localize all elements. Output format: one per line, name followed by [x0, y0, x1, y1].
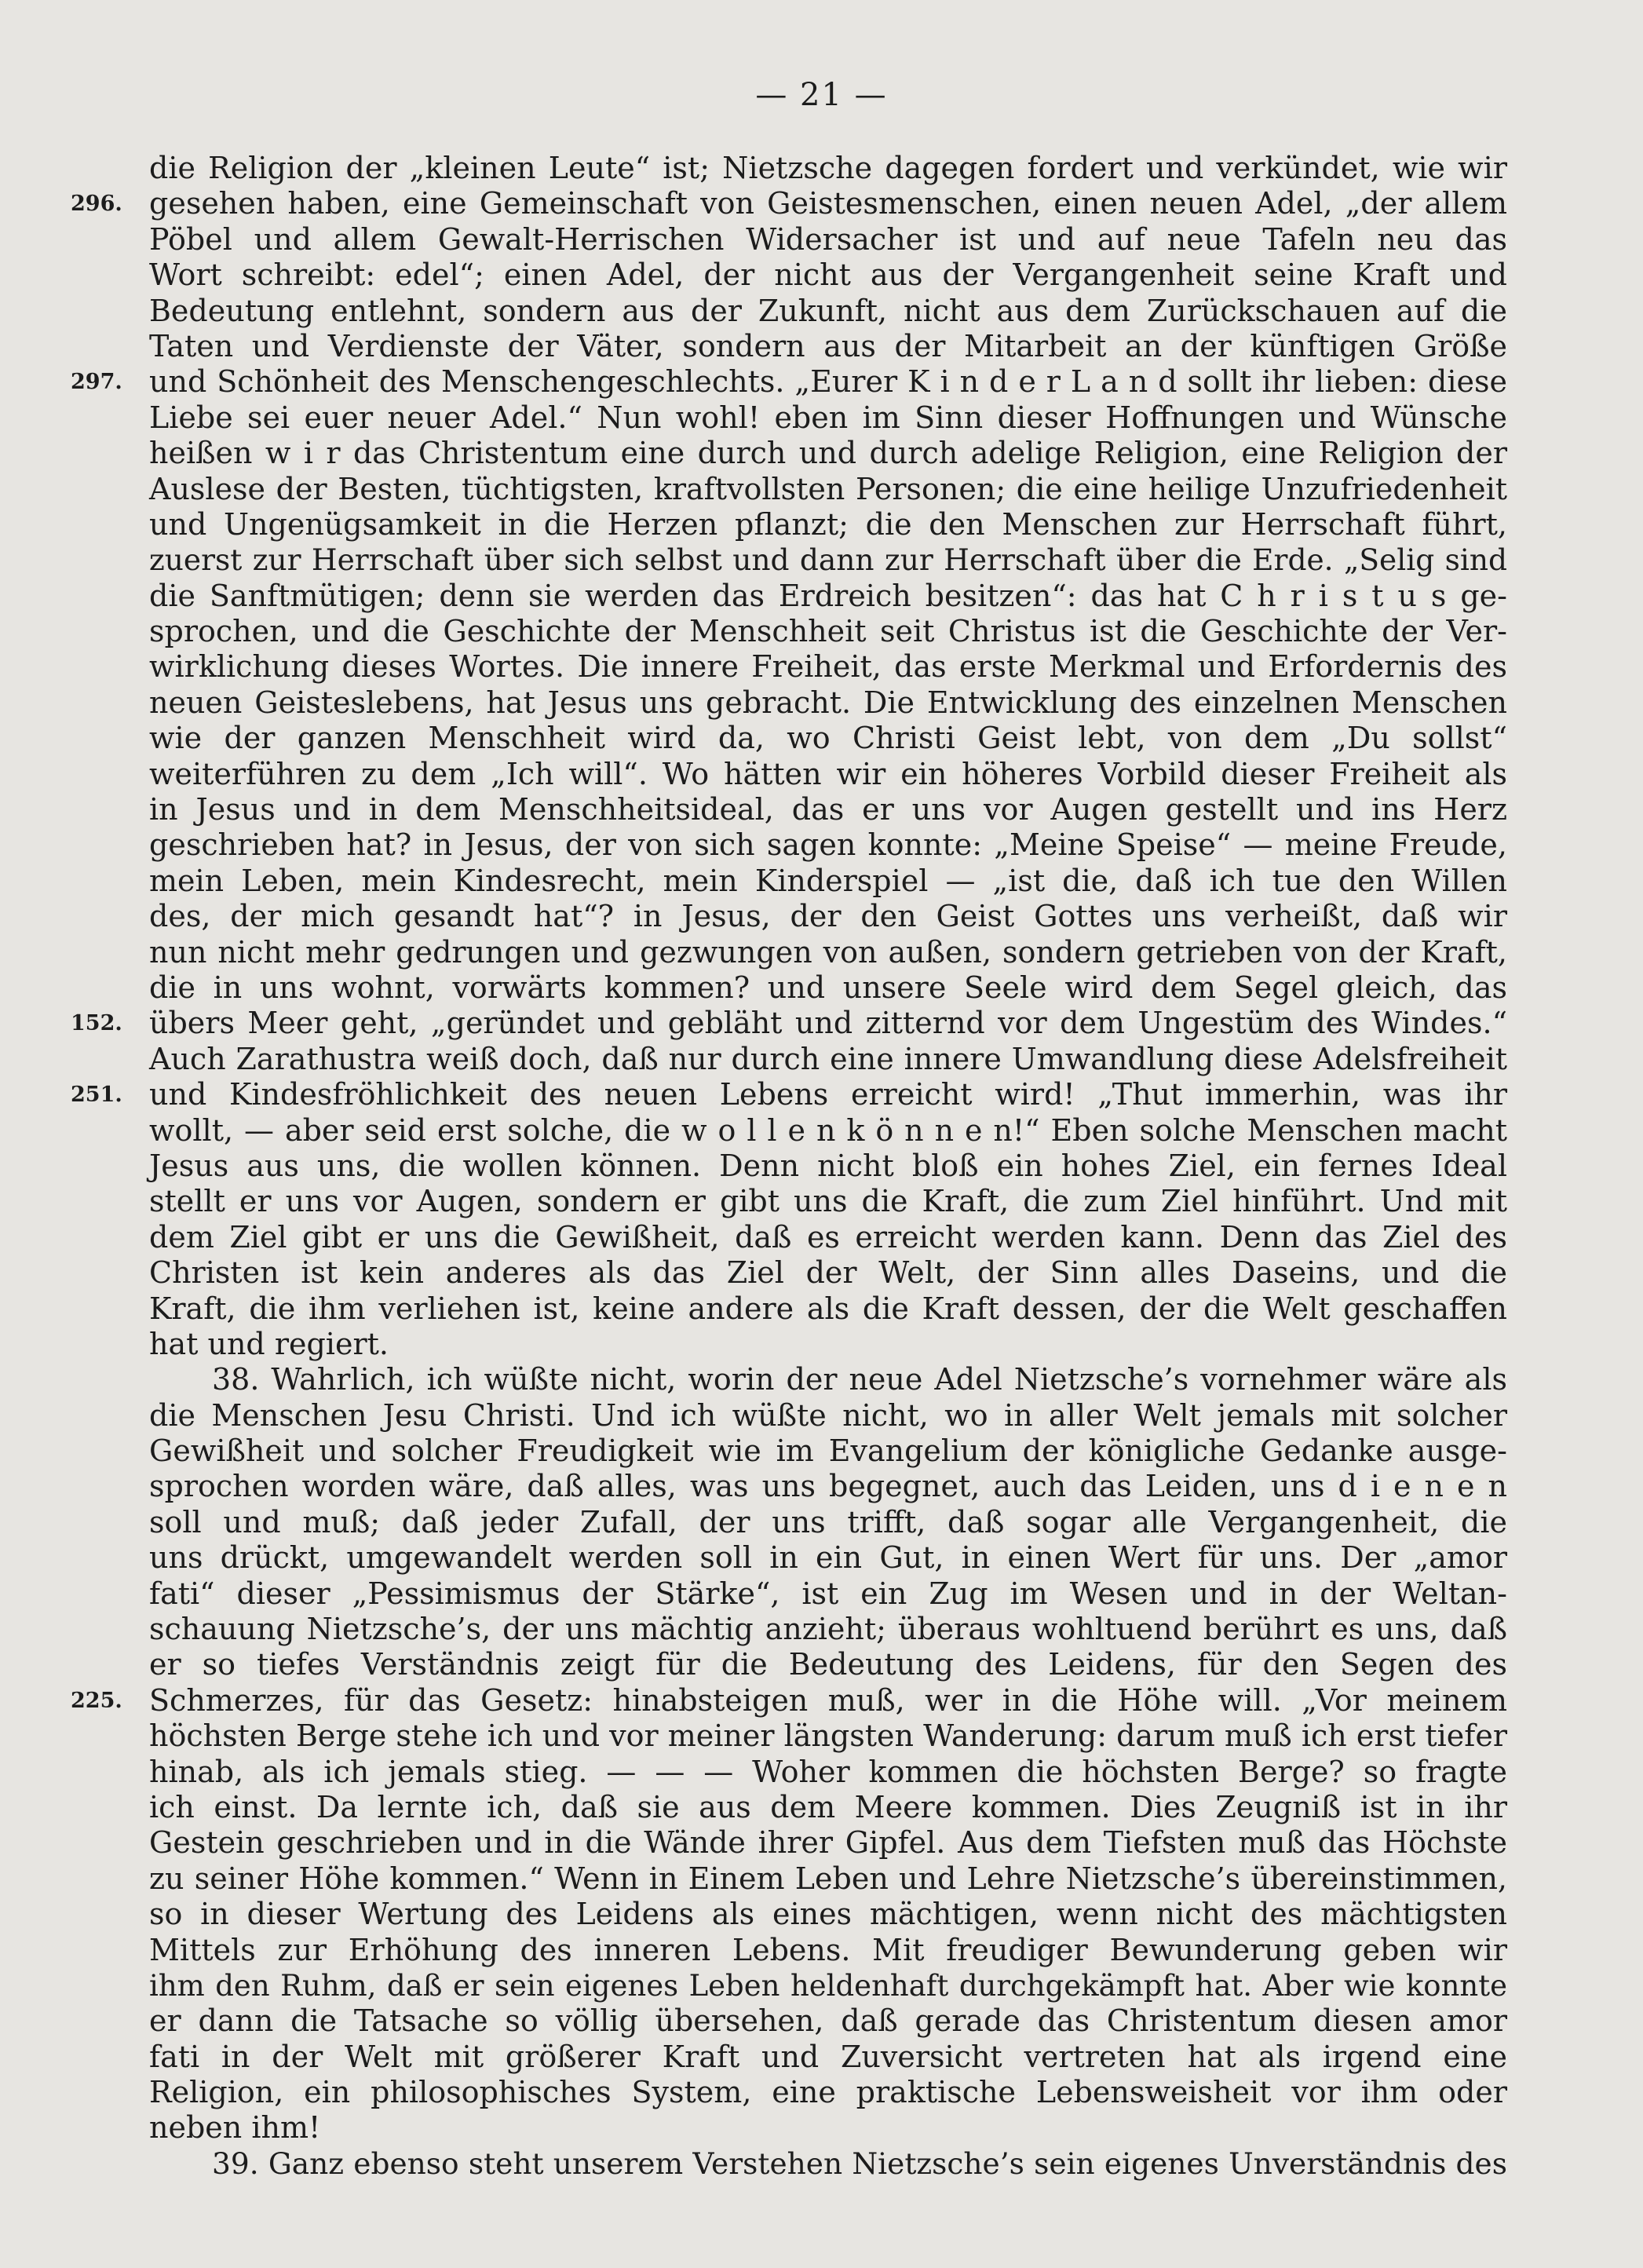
text-line — [149, 1398, 1507, 1433]
line-text: Pöbel und allem Gewalt-Herrischen Widersacher ist und auf neue Tafeln neu das — [149, 221, 1507, 257]
line-text: und Kindesfröhlichkeit des neuen Lebens erreicht wird! „Thut immerhin, was ihr — [149, 1077, 1507, 1112]
line-text: Gewißheit und solcher Freudigkeit wie im Evangelium der königliche Gedanke ausge- — [149, 1433, 1507, 1469]
line-text: Bedeutung entlehnt, sondern aus der Zukunft, nicht aus dem Zurückschauen auf die — [149, 293, 1507, 328]
line-text: mein Leben, mein Kindesrecht, mein Kinderspiel — „ist die, daß ich tue den Willen — [149, 863, 1507, 898]
line-text: stellt er uns vor Augen, sondern er gibt uns die Kraft, die zum Ziel hinführt. Und mit — [149, 1184, 1507, 1219]
line-text: Schmerzes, für das Gesetz: hinabsteigen muß, wer in die Höhe will. „Vor meinem — [149, 1682, 1507, 1718]
line-text: nun nicht mehr gedrungen und gezwungen von außen, sondern getrieben von der Kraft, — [149, 934, 1507, 970]
text-line — [149, 685, 1507, 721]
line-text: schauung Nietzsche’s, der uns mächtig anzieht; überaus wohltuend berührt es uns, daß — [149, 1612, 1507, 1647]
text-line — [71, 1077, 1507, 1112]
text-line — [149, 757, 1507, 792]
line-text: dem Ziel gibt er uns die Gewißheit, daß es erreicht werden kann. Denn das Ziel des — [149, 1219, 1507, 1255]
text-line — [149, 1968, 1507, 2003]
text-line — [149, 1433, 1507, 1469]
line-text: fati in der Welt mit größerer Kraft und Zuversicht vertreten hat als irgend eine — [149, 2039, 1507, 2074]
line-text: Taten und Verdienste der Väter, sondern aus der Mitarbeit an der künftigen Größe — [149, 328, 1507, 363]
line-text: Jesus aus uns, die wollen können. Denn nicht bloß ein hohes Ziel, ein fernes Ideal — [149, 1148, 1507, 1183]
text-line — [149, 1042, 1507, 1077]
text-line — [149, 400, 1507, 436]
line-text: soll und muß; daß jeder Zufall, der uns trifft, daß sogar alle Vergangenheit, die — [149, 1504, 1507, 1539]
text-line — [149, 1790, 1507, 1825]
line-text: übers Meer geht, „geründet und gebläht und zitternd vor dem Ungestüm des Windes.“ — [149, 1006, 1507, 1041]
text-line — [149, 1933, 1507, 1968]
line-text: zuerst zur Herrschaft über sich selbst und dann zur Herrschaft über die Erde. „Selig sind — [149, 542, 1507, 578]
line-text: heißen w i r das Christentum eine durch und durch adelige Religion, eine Religion der — [149, 436, 1507, 471]
text-line — [149, 1576, 1507, 1612]
line-text: 38. Wahrlich, ich wüßte nicht, worin der neue Adel Nietzsche’s vornehmer wäre als — [212, 1362, 1507, 1397]
line-text: in Jesus und in dem Menschheitsideal, das er uns vor Augen gestellt und ins Herz — [149, 792, 1507, 827]
text-line — [149, 151, 1507, 186]
text-line — [149, 1469, 1507, 1504]
text-line — [149, 1612, 1507, 1647]
text-line — [149, 1897, 1507, 1932]
line-text: des, der mich gesandt hat“? in Jesus, der den Geist Gottes uns verheißt, daß wir — [149, 899, 1507, 934]
text-line — [149, 329, 1507, 364]
line-text: geschrieben hat? in Jesus, der von sich sagen konnte: „Meine Speise“ — meine Freude, — [149, 827, 1507, 863]
line-text: fati“ dieser „Pessimismus der Stärke“, ist ein Zug im Wesen und in der Weltan- — [149, 1576, 1507, 1611]
text-line — [149, 1255, 1507, 1291]
text-line — [71, 1006, 1507, 1041]
line-text: sprochen worden wäre, daß alles, was uns begegnet, auch das Leiden, uns d i e n e n — [149, 1469, 1507, 1504]
text-line — [149, 1362, 1507, 1397]
line-text: Wort schreibt: edel“; einen Adel, der nicht aus der Vergangenheit seine Kraft und — [149, 257, 1507, 293]
line-text: Auslese der Besten, tüchtigsten, kraftvollsten Personen; die eine heilige Unzufriedenheit — [149, 471, 1507, 506]
line-text: sprochen, und die Geschichte der Menschheit seit Christus ist die Geschichte der Ver- — [149, 614, 1507, 649]
line-text: Christen ist kein anderes als das Ziel der Welt, der Sinn alles Daseins, und die — [149, 1255, 1507, 1291]
text-line — [149, 1718, 1507, 1754]
text-line — [149, 542, 1507, 578]
text-line — [149, 579, 1507, 614]
line-text: wie der ganzen Menschheit wird da, wo Christi Geist lebt, von dem „Du sollst“ — [149, 721, 1507, 756]
text-line — [149, 507, 1507, 542]
text-line — [149, 649, 1507, 685]
text-line — [71, 186, 1507, 221]
text-line — [149, 827, 1507, 863]
text-line — [149, 1647, 1507, 1682]
line-text: gesehen haben, eine Gemeinschaft von Geistesmenschen, einen neuen Adel, „der allem — [149, 186, 1507, 221]
text-line — [149, 1825, 1507, 1861]
line-text: Gestein geschrieben und in die Wände ihrer Gipfel. Aus dem Tiefsten muß das Höchste — [149, 1825, 1507, 1861]
line-text: neuen Geisteslebens, hat Jesus uns gebracht. Die Entwicklung des einzelnen Menschen — [149, 685, 1507, 720]
text-line — [149, 1149, 1507, 1184]
margin-reference-number: 251. — [71, 1083, 122, 1108]
line-text: Religion, ein philosophisches System, eine praktische Lebensweisheit vor ihm oder — [149, 2075, 1507, 2110]
text-line — [149, 1184, 1507, 1219]
text-line — [149, 1113, 1507, 1149]
line-text: 39. Ganz ebenso steht unserem Verstehen Nietzsche’s sein eigenes Unverständnis des — [212, 2146, 1507, 2181]
margin-reference-number: 297. — [71, 370, 122, 395]
line-text: so in dieser Wertung des Leidens als eines mächtigen, wenn nicht des mächtigsten — [149, 1897, 1507, 1932]
line-text: und Ungenügsamkeit in die Herzen pflanzt; die den Menschen zur Herrschaft führt, — [149, 506, 1507, 542]
margin-reference-number: 296. — [71, 192, 122, 217]
line-text: Liebe sei euer neuer Adel.“ Nun wohl! eben im Sinn dieser Hoffnungen und Wünsche — [149, 400, 1507, 435]
text-line — [149, 721, 1507, 756]
line-text: zu seiner Höhe kommen.“ Wenn in Einem Leben und Lehre Nietzsche’s übereinstimmen, — [149, 1861, 1507, 1896]
text-line — [149, 1291, 1507, 1327]
text-line — [149, 257, 1507, 293]
line-text: hat und regiert. — [149, 1326, 389, 1361]
text-line — [149, 1220, 1507, 1255]
text-line — [149, 222, 1507, 257]
text-line — [149, 970, 1507, 1006]
text-line — [149, 935, 1507, 970]
page-number: — 21 — — [755, 77, 888, 113]
line-text: höchsten Berge stehe ich und vor meiner längsten Wanderung: darum muß ich erst tiefer — [149, 1718, 1507, 1754]
text-line — [149, 1755, 1507, 1790]
line-text: neben ihm! — [149, 2110, 321, 2146]
line-text: ich einst. Da lernte ich, daß sie aus dem Meere kommen. Dies Zeugniß ist in ihr — [149, 1789, 1507, 1824]
text-line — [149, 792, 1507, 827]
line-text: die Menschen Jesu Christi. Und ich wüßte nicht, wo in aller Welt jemals mit solcher — [149, 1397, 1507, 1433]
text-line — [149, 614, 1507, 649]
text-line — [149, 2003, 1507, 2039]
line-text: die Religion der „kleinen Leute“ ist; Nietzsche dagegen fordert und verkündet, wie wir — [149, 151, 1507, 185]
text-line — [149, 1327, 1507, 1362]
line-text: ihm den Ruhm, daß er sein eigenes Leben heldenhaft durchgekämpft hat. Aber wie konnte — [149, 1968, 1507, 2003]
line-text: Mittels zur Erhöhung des inneren Lebens. Mit freudiger Bewunderung geben wir — [149, 1932, 1507, 1967]
text-line — [149, 436, 1507, 471]
text-line — [149, 2146, 1507, 2182]
text-line — [149, 2110, 1507, 2146]
line-text: wirklichung dieses Wortes. Die innere Freiheit, das erste Merkmal und Erfordernis des — [149, 649, 1507, 685]
text-line — [149, 472, 1507, 507]
text-line — [149, 2040, 1507, 2075]
text-line — [149, 1861, 1507, 1897]
text-line — [149, 2075, 1507, 2110]
text-line — [71, 1682, 1507, 1718]
line-text: er so tiefes Verständnis zeigt für die Bedeutung des Leidens, für den Segen des — [149, 1647, 1507, 1682]
text-line — [149, 899, 1507, 934]
text-line — [149, 864, 1507, 899]
line-text: er dann die Tatsache so völlig übersehen, daß gerade das Christentum diesen amor — [149, 2003, 1507, 2039]
text-line — [149, 294, 1507, 329]
text-line — [149, 1540, 1507, 1576]
body-text — [71, 151, 1507, 2182]
line-text: die Sanftmütigen; denn sie werden das Erdreich besitzen“: das hat C h r i s t u s ge- — [149, 578, 1507, 613]
line-text: uns drückt, umgewandelt werden soll in ein Gut, in einen Wert für uns. Der „amor — [149, 1540, 1507, 1576]
text-line — [149, 1505, 1507, 1540]
line-text: Kraft, die ihm verliehen ist, keine andere als die Kraft dessen, der die Welt geschaffen — [149, 1291, 1507, 1326]
line-text: und Schönheit des Menschengeschlechts. „Eurer K i n d e r L a n d sollt ihr lieben: diese — [149, 364, 1507, 400]
margin-reference-number: 225. — [71, 1688, 122, 1713]
line-text: hinab, als ich jemals stieg. — — — Woher kommen die höchsten Berge? so fragte — [149, 1754, 1507, 1789]
margin-reference-number: 152. — [71, 1011, 122, 1036]
text-line — [71, 364, 1507, 400]
line-text: Auch Zarathustra weiß doch, daß nur durch eine innere Umwandlung diese Adelsfreiheit — [149, 1041, 1507, 1076]
line-text: die in uns wohnt, vorwärts kommen? und unsere Seele wird dem Segel gleich, das — [149, 970, 1507, 1005]
line-text: wollt, — aber seid erst solche, die w o l l e n k ö n n e n!“ Eben solche Menschen macht — [149, 1112, 1507, 1148]
line-text: weiterführen zu dem „Ich will“. Wo hätten wir ein höheres Vorbild dieser Freiheit als — [149, 756, 1507, 791]
